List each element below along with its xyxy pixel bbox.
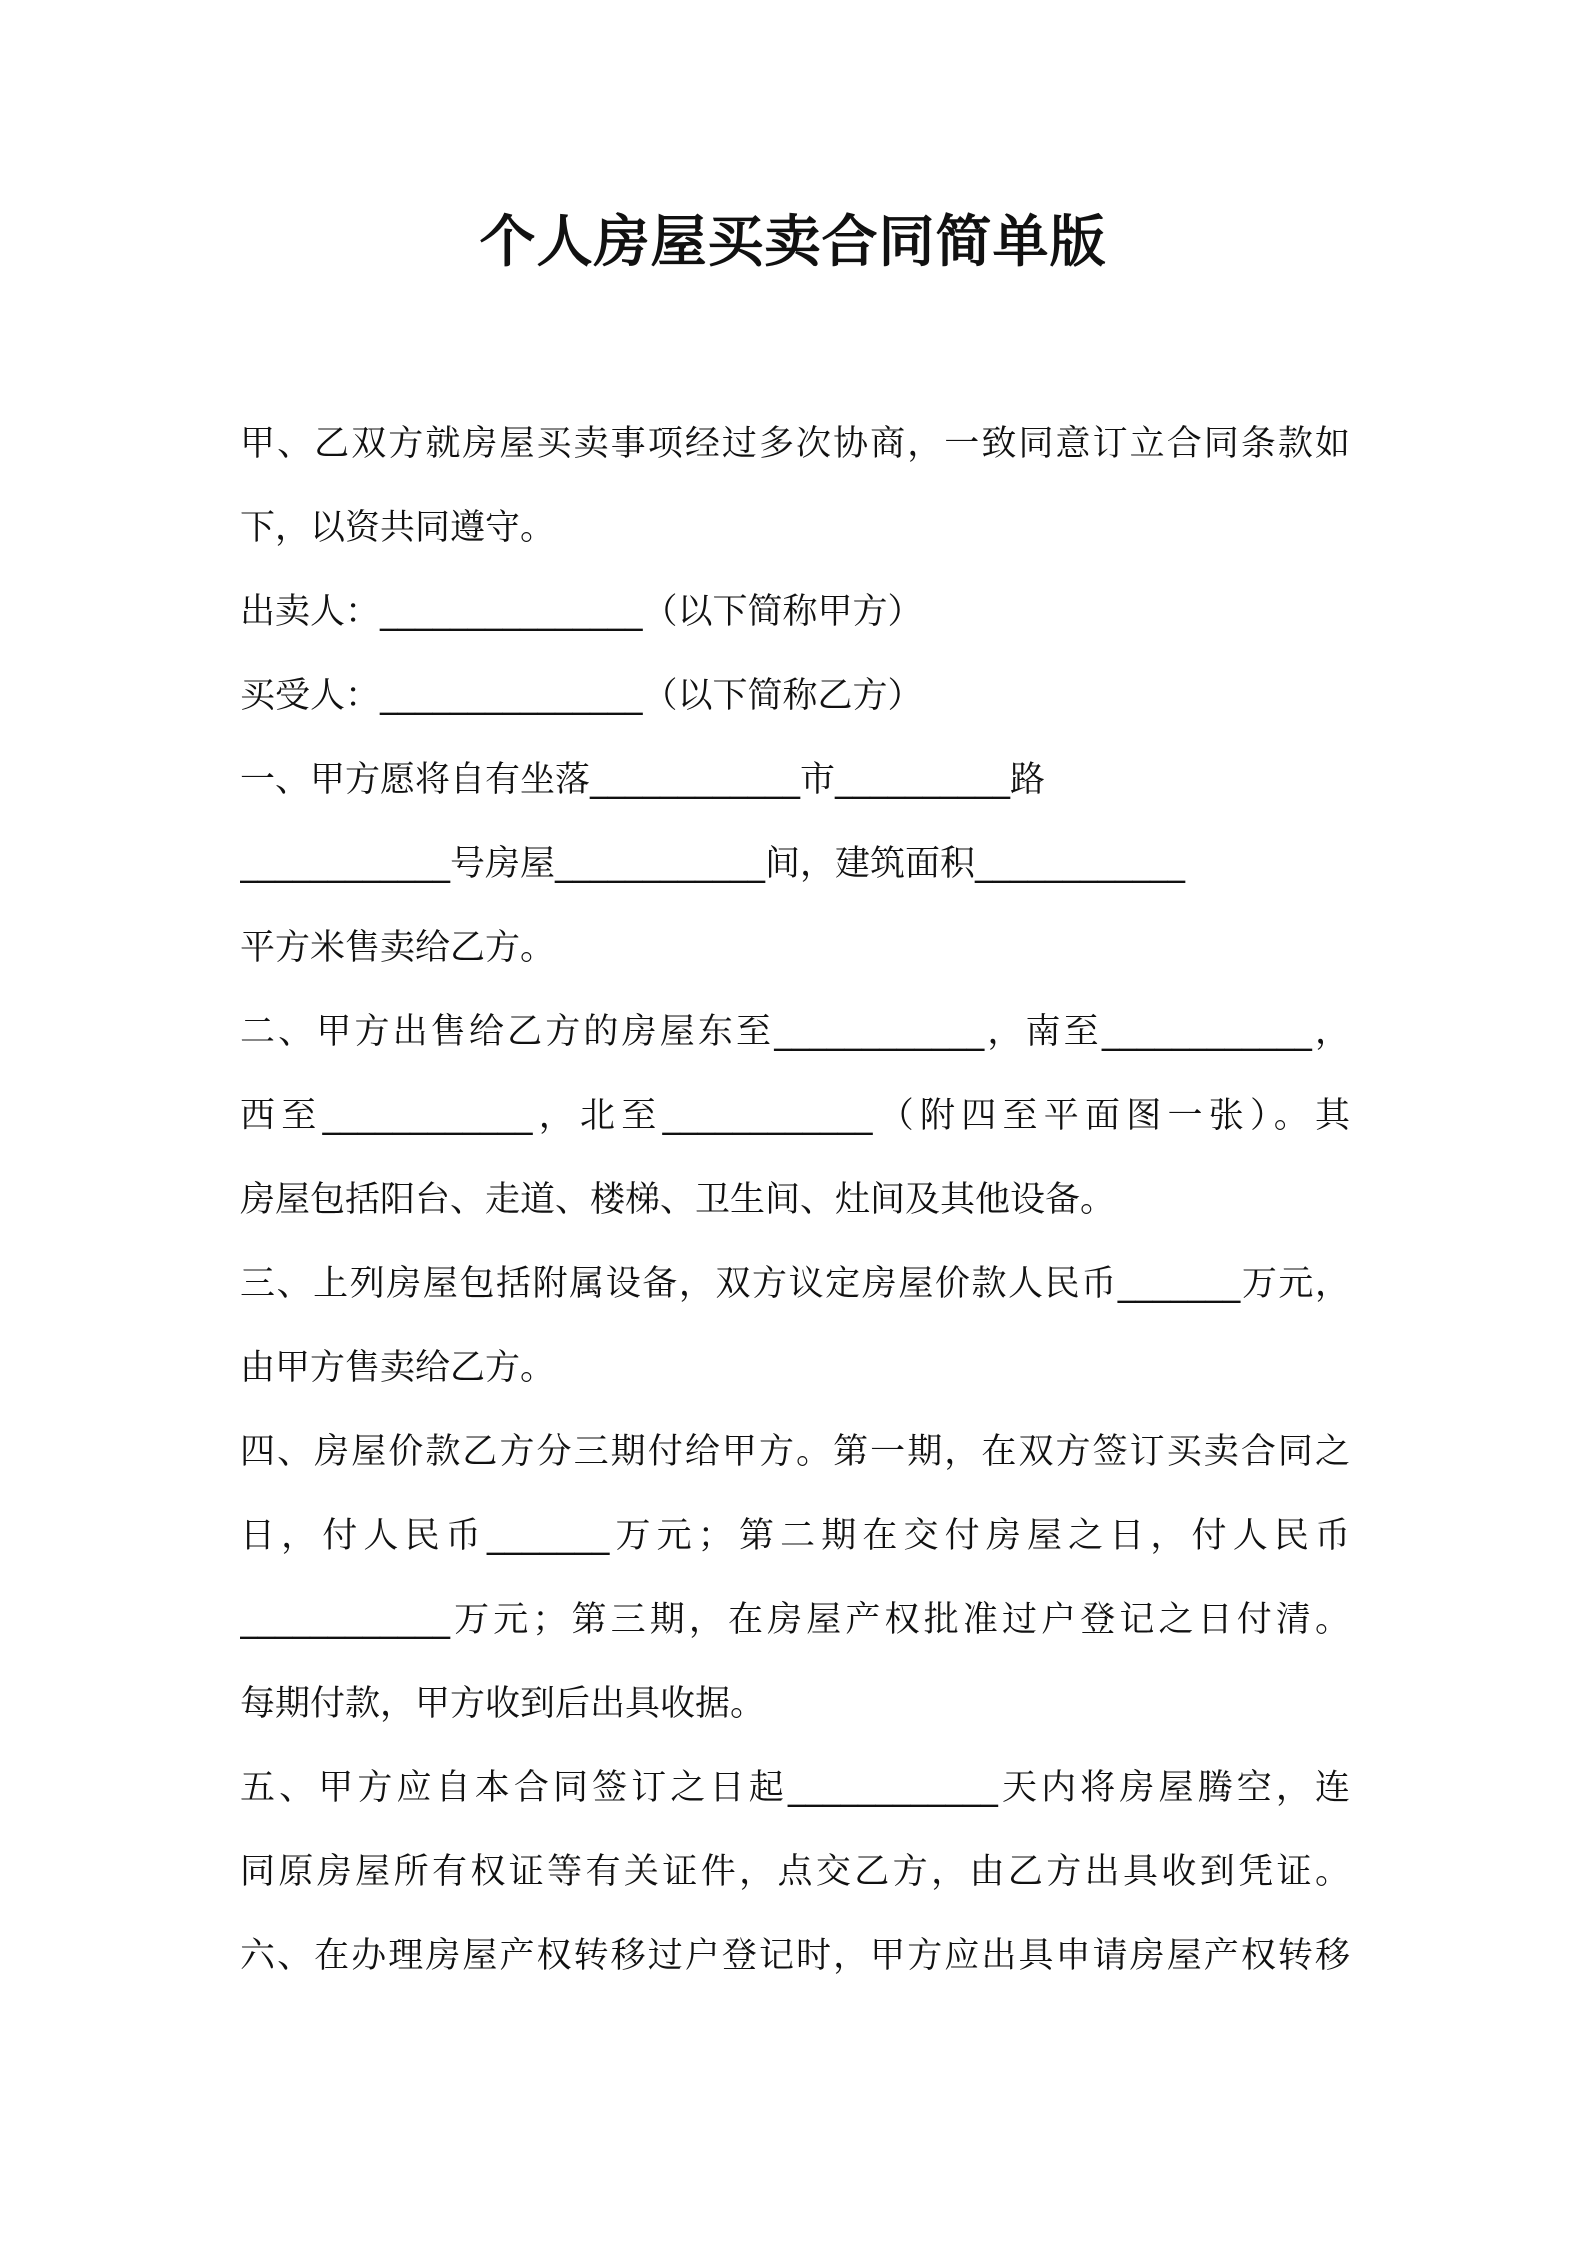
clause-3-line: 由甲方售卖给乙方。: [240, 1348, 556, 1388]
clause-2-line: 西至____________，北至____________（附四至平面图一张）。其: [240, 1096, 1350, 1136]
clause-4-line: ____________万元；第三期，在房屋产权批准过户登记之日付清。: [240, 1600, 1350, 1640]
clause-5-line: 五、甲方应自本合同签订之日起____________天内将房屋腾空，连: [240, 1768, 1350, 1808]
clause-5-line: 同原房屋所有权证等有关证件，点交乙方，由乙方出具收到凭证。: [240, 1852, 1350, 1892]
paragraph-line: 甲、乙双方就房屋买卖事项经过多次协商，一致同意订立合同条款如: [240, 424, 1350, 464]
clause-3-line: 三、上列房屋包括附属设备，双方议定房屋价款人民币_______万元，: [240, 1264, 1350, 1304]
clause-1-line: 一、甲方愿将自有坐落____________市__________路: [240, 760, 1046, 800]
buyer-line: 买受人：_______________（以下简称乙方）: [240, 676, 923, 716]
document-title: 个人房屋买卖合同简单版: [479, 210, 1107, 275]
seller-line: 出卖人：_______________（以下简称甲方）: [240, 592, 923, 632]
paragraph-line: 下，以资共同遵守。: [240, 508, 556, 548]
contract-body: [240, 402, 1350, 1998]
clause-2-line: 二、甲方出售给乙方的房屋东至____________，南至____________，: [240, 1012, 1350, 1052]
clause-4-line: 每期付款，甲方收到后出具收据。: [240, 1684, 766, 1724]
clause-1-line: ____________号房屋____________间，建筑面积____________: [240, 844, 1186, 884]
clause-6-line: 六、在办理房屋产权转移过户登记时，甲方应出具申请房屋产权转移: [240, 1936, 1350, 1976]
clause-1-line: 平方米售卖给乙方。: [240, 928, 556, 968]
clause-4-line: 四、房屋价款乙方分三期付给甲方。第一期，在双方签订买卖合同之: [240, 1432, 1350, 1472]
clause-2-line: 房屋包括阳台、走道、楼梯、卫生间、灶间及其他设备。: [240, 1180, 1116, 1220]
clause-4-line: 日，付人民币_______万元；第二期在交付房屋之日，付人民币: [240, 1516, 1350, 1556]
